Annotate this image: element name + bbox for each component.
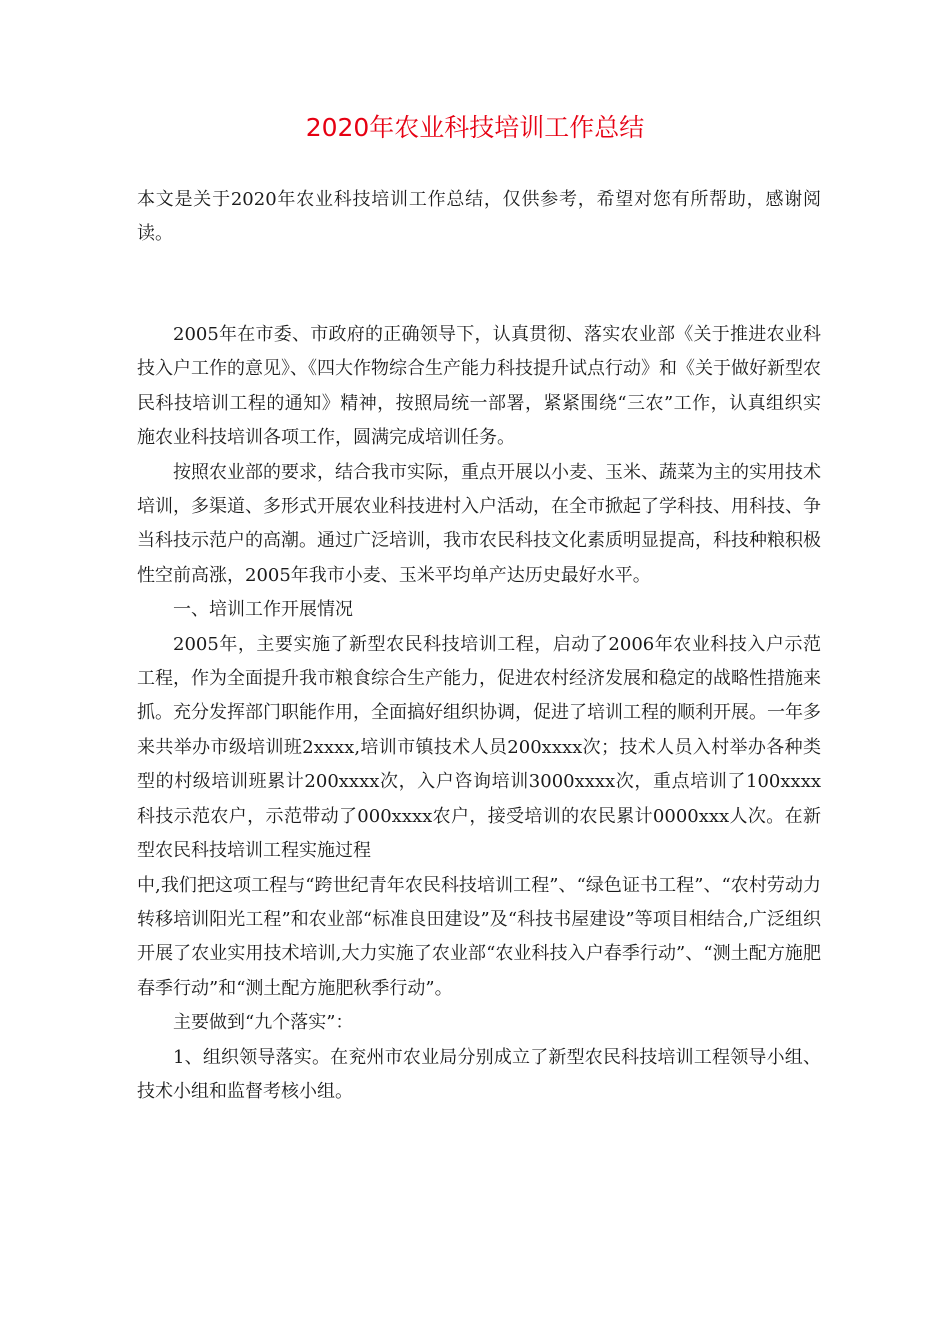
paragraph-1: 2005年在市委、市政府的正确领导下，认真贯彻、落实农业部《关于推进农业科技入户工作的意见》、《四大作物综合生产能力科技提升试点行动》和《关于做好新型农民科技培训工程的通知》精神，按照局统一部署，紧紧围绕“三农”工作，认真组织实施农业科技培训各项工作，圆满完成培训任务。: [137, 324, 821, 449]
intro-paragraph: 本文是关于2020年农业科技培训工作总结，仅供参考，希望对您有所帮助，感谢阅读。: [137, 189, 821, 244]
paragraph-5: 主要做到“九个落实”：: [173, 1012, 354, 1034]
document-title: 2020年农业科技培训工作总结: [305, 113, 645, 142]
paragraph-4: 中,我们把这项工程与“跨世纪青年农民科技培训工程”、“绿色证书工程”、“农村劳动力转移培训阳光工程”和农业部“标准良田建设”及“科技书屋建设”等项目相结合,广泛组织开展了农业实用技术培训,大力实施了农业部“农业科技入户春季行动”、“测土配方施肥春季行动”和“测土配方施肥秋季行动”。: [137, 874, 821, 999]
paragraph-2: 按照农业部的要求，结合我市实际，重点开展以小麦、玉米、蔬菜为主的实用技术培训，多渠道、多形式开展农业科技进村入户活动，在全市掀起了学科技、用科技、争当科技示范户的高潮。通过广泛培训，我市农民科技文化素质明显提高，科技种粮积极性空前高涨，2005年我市小麦、玉米平均单产达历史最好水平。: [137, 461, 821, 586]
paragraph-6: 1、组织领导落实。在兖州市农业局分别成立了新型农民科技培训工程领导小组、技术小组和监督考核小组。: [137, 1046, 821, 1102]
paragraph-3: 2005年，主要实施了新型农民科技培训工程，启动了2006年农业科技入户示范工程，作为全面提升我市粮食综合生产能力，促进农村经济发展和稳定的战略性措施来抓。充分发挥部门职能作用，全面搞好组织协调，促进了培训工程的顺利开展。一年多来共举办市级培训班2xxxx,培训市镇技术人员200xxxx次；技术人员入村举办各种类型的村级培训班累计200xxxx次，入户咨询培训3000xxxx次，重点培训了100xxxx科技示范农户，示范带动了000xxxx农户，接受培训的农民累计0000xxx人次。在新型农民科技培训工程实施过程: [137, 633, 821, 862]
section-heading-1: 一、培训工作开展情况: [173, 599, 353, 621]
document-body: [137, 318, 821, 1109]
